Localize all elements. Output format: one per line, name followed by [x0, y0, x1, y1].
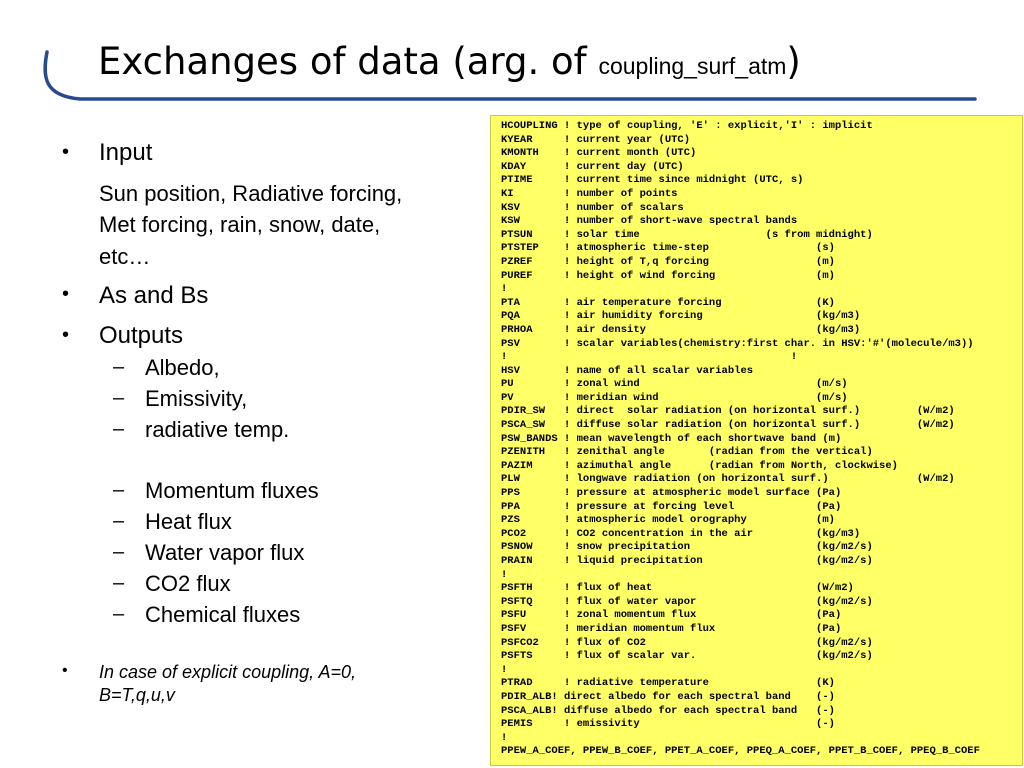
bullet-marker: •: [62, 662, 68, 679]
bullet-marker: •: [62, 283, 70, 305]
code-line: PPA ! pressure at forcing level (Pa): [501, 500, 842, 513]
code-line: !: [501, 663, 508, 676]
code-line: !: [501, 731, 508, 744]
dash-marker: –: [113, 541, 125, 563]
bullet-marker: •: [62, 141, 70, 163]
code-line: PSW_BANDS ! mean wavelength of each shortwave band (m): [501, 432, 842, 445]
output-item: Heat flux: [145, 509, 232, 534]
dash-marker: –: [113, 510, 125, 532]
code-line: PSCA_ALB! diffuse albedo for each spectral band (-): [501, 704, 835, 717]
dash-marker: –: [113, 418, 125, 440]
input-heading: Input: [99, 139, 153, 166]
slide-title-close: ): [786, 40, 801, 83]
code-line: PU ! zonal wind (m/s): [501, 378, 848, 391]
left-column: [0, 0, 480, 768]
outputs-heading: Outputs: [99, 322, 184, 349]
code-line: PTRAD ! radiative temperature (K): [501, 677, 835, 690]
code-line: KYEAR ! current year (UTC): [501, 133, 691, 146]
dash-marker: –: [113, 356, 125, 378]
code-line: KSW ! number of short-wave spectral bands: [501, 215, 798, 228]
code-line: PSV ! scalar variables(chemistry:first char. in HSV:'#'(molecule/m3)): [501, 337, 974, 350]
code-line: HSV ! name of all scalar variables: [501, 364, 754, 377]
code-line: PZENITH ! zenithal angle (radian from the vertical): [501, 446, 873, 459]
code-line: PAZIM ! azimuthal angle (radian from North, clockwise): [501, 459, 898, 472]
output-item: Momentum fluxes: [145, 478, 319, 503]
code-line: PSFTH ! flux of heat (W/m2): [501, 582, 854, 595]
code-line: KMONTH ! current month (UTC): [501, 147, 697, 160]
code-line: PTIME ! current time since midnight (UTC, s): [501, 174, 804, 187]
code-line: PTSTEP ! atmospheric time-step (s): [501, 242, 835, 255]
code-line: PZREF ! height of T,q forcing (m): [501, 255, 835, 268]
code-line: PSNOW ! snow precipitation (kg/m2/s): [501, 541, 873, 554]
code-line: PUREF ! height of wind forcing (m): [501, 269, 835, 282]
code-text: [491, 116, 1022, 759]
code-line: !: [501, 568, 508, 581]
input-description-line: Sun position, Radiative forcing,: [99, 181, 403, 206]
output-item: Water vapor flux: [145, 540, 305, 565]
explicit-coupling-note: B=T,q,u,v: [99, 685, 175, 705]
code-line: PV ! meridian wind (m/s): [501, 391, 848, 404]
code-line: PPS ! pressure at atmospheric model surface (Pa): [501, 487, 842, 500]
code-line: ! !: [501, 351, 798, 364]
code-line: PLW ! longwave radiation (on horizontal surf.) (W/m2): [501, 473, 955, 486]
output-item: Chemical fluxes: [145, 602, 301, 627]
dash-marker: –: [113, 479, 125, 501]
code-line: PEMIS ! emissivity (-): [501, 718, 835, 731]
code-line: PSFV ! meridian momentum flux (Pa): [501, 622, 842, 635]
slide-title-function: coupling_surf_atm: [598, 53, 787, 79]
output-item: Emissivity,: [145, 386, 248, 411]
code-line: KSV ! number of scalars: [501, 201, 684, 214]
output-item: CO2 flux: [145, 571, 231, 596]
code-line: PPEW_A_COEF, PPEW_B_COEF, PPET_A_COEF, PPEQ_A_COEF, PPET_B_COEF, PPEQ_B_COEF: [501, 745, 980, 758]
slide-title-main: Exchanges of data (arg. of: [98, 40, 599, 83]
code-line: PZS ! atmospheric model orography (m): [501, 514, 835, 527]
code-line: PCO2 ! CO2 concentration in the air (kg/m3): [501, 527, 861, 540]
code-line: KI ! number of points: [501, 187, 678, 200]
code-listing: [490, 115, 1023, 766]
dash-marker: –: [113, 572, 125, 594]
input-description-line: etc…: [99, 244, 151, 269]
as-bs-item: As and Bs: [99, 282, 209, 309]
code-line: PDIR_SW ! direct solar radiation (on horizontal surf.) (W/m2): [501, 405, 955, 418]
code-line: PTSUN ! solar time (s from midnight): [501, 228, 873, 241]
code-line: PSFTQ ! flux of water vapor (kg/m2/s): [501, 595, 873, 608]
code-line: PRAIN ! liquid precipitation (kg/m2/s): [501, 555, 873, 567]
dash-marker: –: [113, 603, 125, 625]
code-line: PRHOA ! air density (kg/m3): [501, 323, 861, 336]
input-description-line: Met forcing, rain, snow, date,: [99, 212, 381, 237]
code-line: PQA ! air humidity forcing (kg/m3): [501, 310, 861, 323]
code-line: KDAY ! current day (UTC): [501, 160, 684, 173]
code-line: PSFTS ! flux of scalar var. (kg/m2/s): [501, 650, 873, 663]
output-item: radiative temp.: [145, 417, 290, 442]
code-line: PSFU ! zonal momentum flux (Pa): [501, 609, 842, 622]
explicit-coupling-note: In case of explicit coupling, A=0,: [99, 662, 356, 682]
code-line: !: [501, 283, 508, 296]
code-line: PSFCO2 ! flux of CO2 (kg/m2/s): [501, 636, 873, 649]
bullet-marker: •: [62, 324, 70, 346]
code-line: PDIR_ALB! direct albedo for each spectral band (-): [501, 690, 835, 703]
output-item: Albedo,: [145, 355, 220, 380]
code-line: PTA ! air temperature forcing (K): [501, 296, 835, 309]
code-line: PSCA_SW ! diffuse solar radiation (on horizontal surf.) (W/m2): [501, 419, 955, 432]
code-line: HCOUPLING ! type of coupling, 'E' : explicit,'I' : implicit: [501, 120, 873, 132]
dash-marker: –: [113, 387, 125, 409]
